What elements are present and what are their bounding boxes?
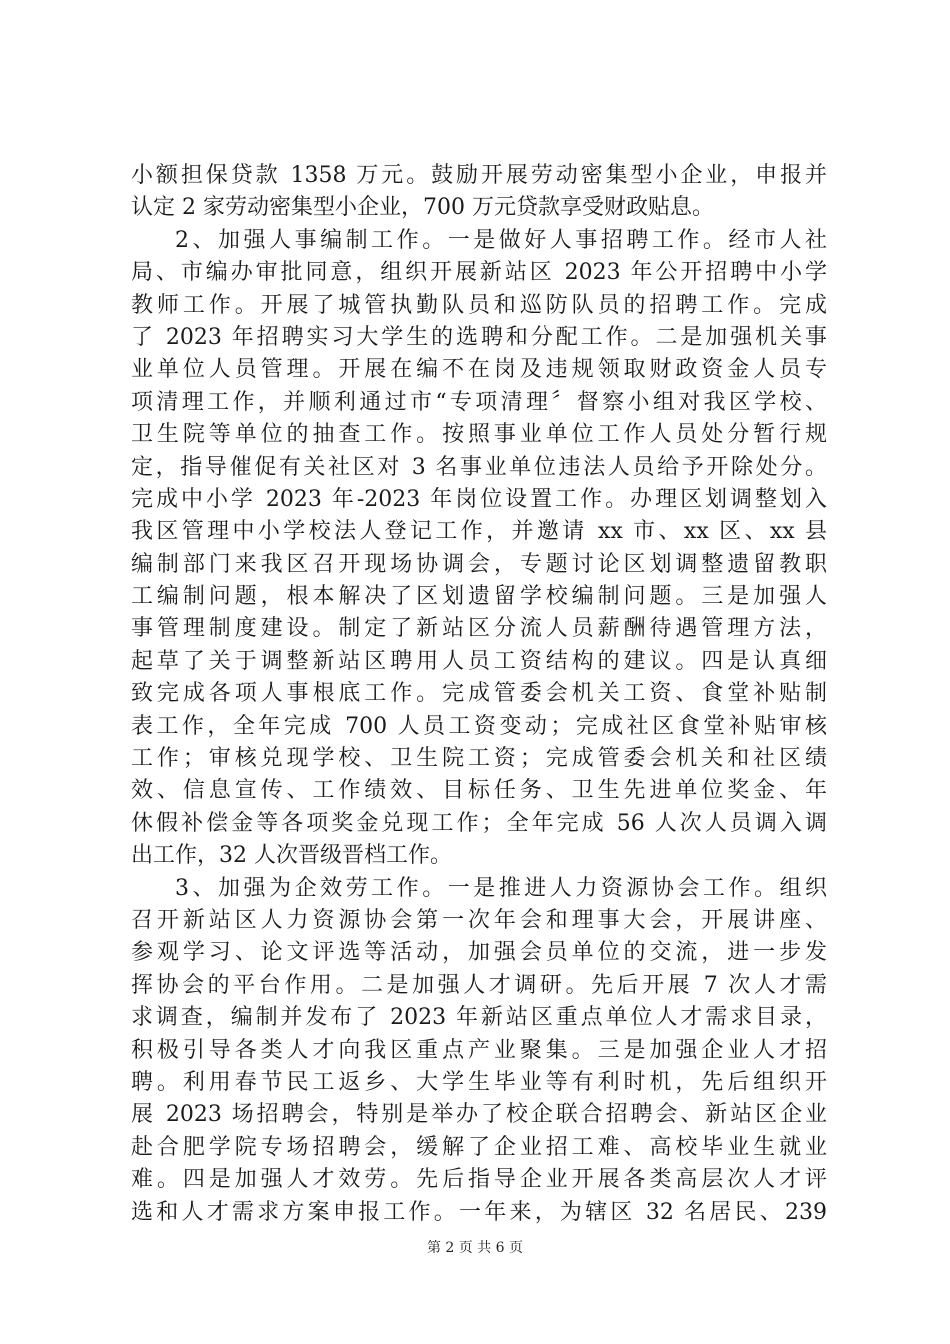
text-line: 项清理工作，并顺利通过市“专项清理〞督察小组对我区学校、 [131, 389, 827, 415]
text-line: 完成中小学 2023 年-2023 年岗位设置工作。办理区划调整划入 [131, 486, 827, 512]
text-line: 编制部门来我区召开现场协调会，专题讨论区划调整遗留教职 [131, 551, 827, 577]
text-line: 起草了关于调整新站区聘用人员工资结构的建议。四是认真细 [131, 648, 827, 674]
text-line: 定，指导催促有关社区对 3 名事业单位违法人员给予开除处分。 [131, 454, 827, 480]
text-line: 2、加强人事编制工作。一是做好人事招聘工作。经市人社 [175, 227, 827, 253]
text-line: 召开新站区人力资源协会第一次年会和理事大会，开展讲座、 [131, 907, 827, 933]
text-line: 难。四是加强人才效劳。先后指导企业开展各类高层次人才评 [131, 1167, 827, 1193]
text-line: 出工作，32 人次晋级晋档工作。 [131, 843, 452, 869]
text-line: 积极引导各类人才向我区重点产业聚集。三是加强企业人才招 [131, 1037, 827, 1063]
text-line: 聘。利用春节民工返乡、大学生毕业等有利时机，先后组织开 [131, 1069, 827, 1095]
text-line: 效、信息宣传、工作绩效、目标任务、卫生先进单位奖金、年 [131, 778, 827, 804]
text-line: 休假补偿金等各项奖金兑现工作；全年完成 56 人次人员调入调 [131, 810, 827, 836]
text-line: 3、加强为企效劳工作。一是推进人力资源协会工作。组织 [175, 875, 827, 901]
text-line: 我区管理中小学校法人登记工作，并邀请 xx 市、xx 区、xx 县 [131, 519, 827, 545]
text-line: 事管理制度建设。制定了新站区分流人员薪酬待遇管理方法， [131, 616, 827, 642]
text-line: 挥协会的平台作用。二是加强人才调研。先后开展 7 次人才需 [131, 972, 827, 998]
text-line: 致完成各项人事根底工作。完成管委会机关工资、食堂补贴制 [131, 681, 827, 707]
text-line: 展 2023 场招聘会，特别是举办了校企联合招聘会、新站区企业 [131, 1102, 827, 1128]
text-line: 工编制问题，根本解决了区划遗留学校编制问题。三是加强人 [131, 584, 827, 610]
text-line: 认定 2 家劳动密集型小企业，700 万元贷款享受财政贴息。 [131, 195, 714, 221]
text-line: 工作；审核兑现学校、卫生院工资；完成管委会机关和社区绩 [131, 746, 827, 772]
text-line: 教师工作。开展了城管执勤队员和巡防队员的招聘工作。完成 [131, 292, 827, 318]
text-line: 小额担保贷款 1358 万元。鼓励开展劳动密集型小企业，申报并 [131, 163, 827, 188]
text-line: 参观学习、论文评选等活动，加强会员单位的交流，进一步发 [131, 940, 827, 966]
text-line: 局、市编办审批同意，组织开展新站区 2023 年公开招聘中小学 [131, 260, 827, 286]
text-line: 了 2023 年招聘实习大学生的选聘和分配工作。二是加强机关事 [131, 324, 827, 350]
text-line: 选和人才需求方案申报工作。一年来，为辖区 32 名居民、239 [131, 1199, 827, 1225]
text-line: 卫生院等单位的抽查工作。按照事业单位工作人员处分暂行规 [131, 422, 827, 448]
page-footer: 第 2 页 共 6 页 [426, 1240, 524, 1256]
text-line: 表工作，全年完成 700 人员工资变动；完成社区食堂补贴审核 [131, 713, 827, 739]
text-line: 业单位人员管理。开展在编不在岗及违规领取财政资金人员专 [131, 357, 827, 383]
body-text [131, 160, 827, 1229]
text-line: 赴合肥学院专场招聘会，缓解了企业招工难、高校毕业生就业 [131, 1134, 827, 1160]
text-line: 求调查，编制并发布了 2023 年新站区重点单位人才需求目录， [131, 1005, 827, 1031]
